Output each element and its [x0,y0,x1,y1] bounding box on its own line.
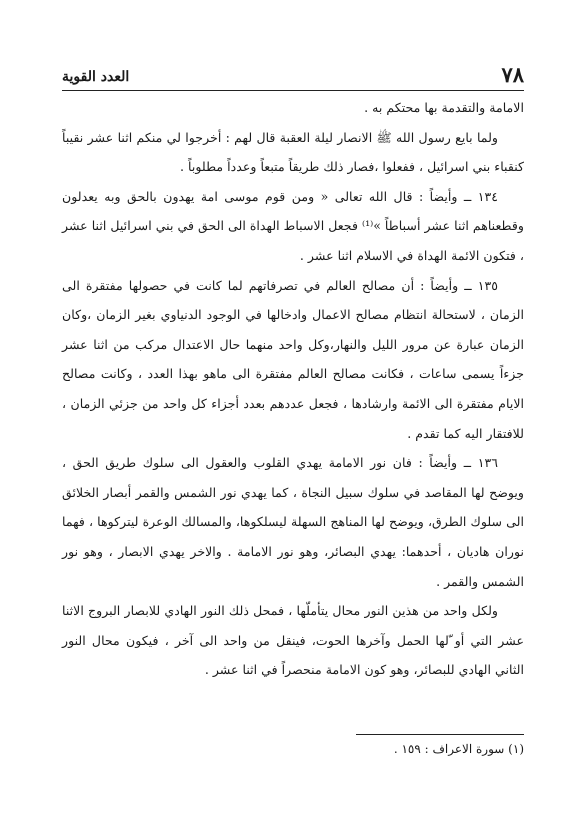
page-number: ٧٨ [501,62,524,87]
paragraph-136: ١٣٦ ــ وأيضاً : فان نور الامامة يهدي القلوب والعقول الى سلوك طريق الحق ، ويوضح لها المقاصد في سلوك سبيل النجاة ، كما يهدي نور الشمس والقمر أبصار الخلائق الى سلوك الطرق، ويوضح لها المناهج السهلة ليسلكوها، والمسالك الوعرة ليتركوها ، فهما نوران هاديان ، أحدهما: يهدي البصائر، وهو نور الامامة . والاخر يهدي الابصار ، وهو نور الشمس والقمر . [62,455,524,589]
paragraph-135: ١٣٥ ــ وأيضاً : أن مصالح العالم في تصرفاتهم لما كانت في حصولها مفتقرة الى الزمان ، لاستحالة انتظام مصالح الاعمال وادخالها في الوجود الدنياوي بغير الزمان ،وكان الزمان عبارة عن مرور الليل والنهار،وكل واحد منهما حال الاعتدال مركب من اثنا عشر جزءاً يسمى ساعات ، فكانت مصالح العالم مفتقرة الى ماهو بهذا العدد ، وكانت مصالح الايام مفتقرة الى الائمة وارشادها ، فجعل عددهم بعدد أجزاء كل واحد من جزئي الزمان ، للافتقار اليه كما تقدم . [62,277,524,441]
paragraph-two-lights: ولكل واحد من هذين النور محال يتأملّها ، فمحل ذلك النور الهادي للابصار البروج الاثنا عشر التي أو ّلها الحمل وآخرها الحوت، فينقل من واحد الى آخر ، فيكون محال النور الثاني الهادي للبصائر، وهو كون الامامة منحصراً في اثنا عشر . [62,603,524,678]
paragraph-continuation: الامامة والتقدمة بها محتكم به . [364,100,524,115]
paragraph-134: ١٣٤ ــ وأيضاً : قال الله تعالى « ومن قوم موسى امة يهدون بالحق وبه يعدلون وقطعناهم اثنا عشر أسباطاً »⁽¹⁾ فجعل الاسباط الهداة الى الحق في بني اسرائيل اثنا عشر ، فتكون الائمة الهداة في الاسلام اثنا عشر . [62,188,524,263]
footnote: (١) سورة الاعراف : ١٥٩ . [393,742,524,756]
footnote-divider [356,734,524,735]
running-title: العدد القوية [62,69,130,85]
page-header [62,60,524,91]
paragraph-aqaba-pledge: ولما بايع رسول الله ﷺ الانصار ليلة العقبة قال لهم : أخرجوا لي منكم اثنا عشر نقيباً كنقباء بني اسرائيل ، ففعلوا ،فصار ذلك طريقاً متبعاً وعدداً مطلوباً . [62,129,524,175]
body-text [62,93,524,685]
